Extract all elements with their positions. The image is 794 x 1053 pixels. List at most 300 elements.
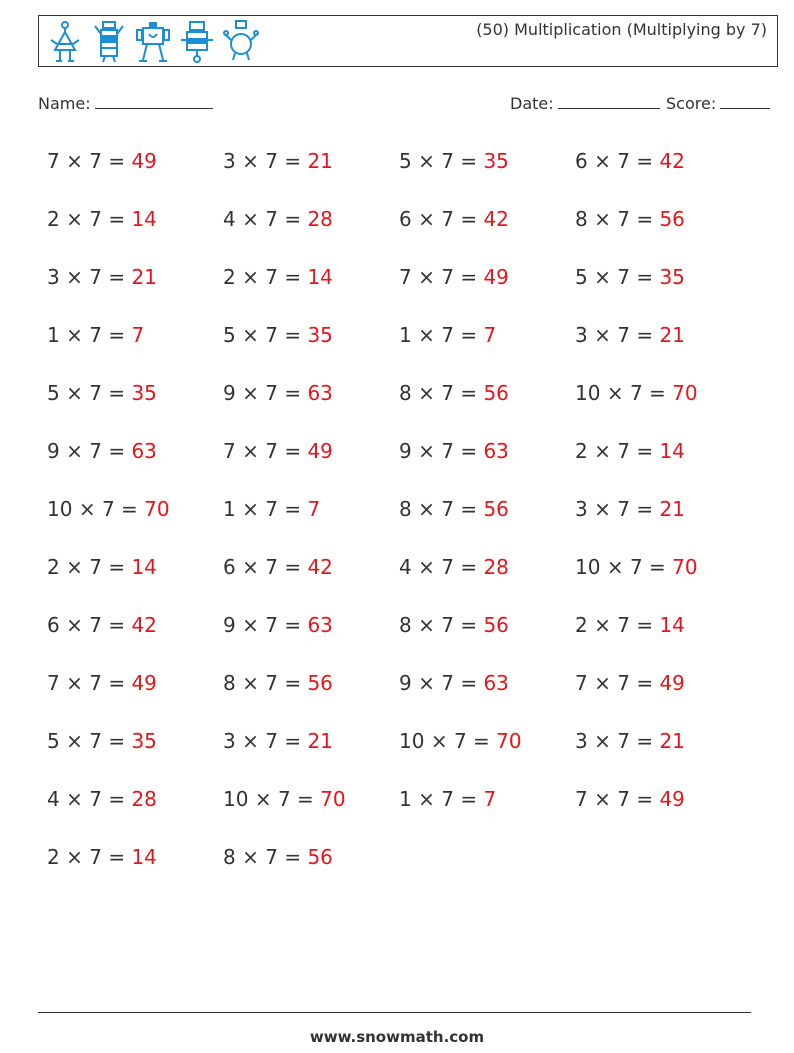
problem-item xyxy=(575,778,751,836)
factor-b: 7 xyxy=(617,729,630,753)
equals-sign: = xyxy=(284,149,302,173)
worksheet-header xyxy=(38,15,778,67)
name-field[interactable] xyxy=(38,94,213,113)
times-sign: × xyxy=(242,149,259,173)
equals-sign: = xyxy=(284,613,302,637)
factor-a: 3 xyxy=(47,265,60,289)
factor-b: 7 xyxy=(265,729,278,753)
factor-a: 3 xyxy=(575,323,588,347)
factor-a: 5 xyxy=(399,149,412,173)
times-sign: × xyxy=(254,787,272,811)
factor-a: 7 xyxy=(47,671,60,695)
factor-a: 5 xyxy=(47,729,60,753)
equals-sign: = xyxy=(636,323,654,347)
problem-item xyxy=(223,662,399,720)
answer: 7 xyxy=(307,497,321,521)
factor-b: 7 xyxy=(265,845,278,869)
factor-b: 7 xyxy=(89,381,102,405)
times-sign: × xyxy=(418,497,435,521)
factor-b: 7 xyxy=(441,265,454,289)
times-sign: × xyxy=(418,613,435,637)
equals-sign: = xyxy=(460,207,478,231)
answer: 28 xyxy=(307,207,333,231)
problem-item xyxy=(47,256,223,314)
times-sign: × xyxy=(242,265,259,289)
times-sign: × xyxy=(418,149,435,173)
factor-b: 7 xyxy=(441,439,454,463)
factor-a: 1 xyxy=(223,497,236,521)
factor-a: 3 xyxy=(223,729,236,753)
times-sign: × xyxy=(594,439,611,463)
answer: 49 xyxy=(131,149,157,173)
problem-item xyxy=(399,256,575,314)
factor-b: 7 xyxy=(89,439,102,463)
equals-sign: = xyxy=(460,497,478,521)
answer: 70 xyxy=(496,729,522,753)
answer: 14 xyxy=(307,265,333,289)
times-sign: × xyxy=(66,555,83,579)
factor-a: 4 xyxy=(399,555,412,579)
times-sign: × xyxy=(606,381,624,405)
times-sign: × xyxy=(242,497,259,521)
times-sign: × xyxy=(242,439,259,463)
factor-a: 8 xyxy=(223,671,236,695)
equals-sign: = xyxy=(460,671,478,695)
equals-sign: = xyxy=(284,439,302,463)
factor-b: 7 xyxy=(617,787,630,811)
equals-sign: = xyxy=(284,265,302,289)
worksheet-title: (50) Multiplication (Multiplying by 7) xyxy=(476,20,767,39)
equals-sign: = xyxy=(108,787,126,811)
answer: 14 xyxy=(131,207,157,231)
problem-item xyxy=(47,314,223,372)
equals-sign: = xyxy=(108,845,126,869)
answer: 56 xyxy=(483,613,509,637)
factor-a: 2 xyxy=(47,207,60,231)
equals-sign: = xyxy=(649,555,666,579)
robot-5-icon xyxy=(223,20,259,64)
factor-b: 7 xyxy=(89,787,102,811)
times-sign: × xyxy=(594,729,611,753)
factor-b: 7 xyxy=(89,265,102,289)
factor-b: 7 xyxy=(453,729,467,753)
factor-b: 7 xyxy=(89,729,102,753)
equals-sign: = xyxy=(284,323,302,347)
problem-item xyxy=(47,720,223,778)
factor-a: 8 xyxy=(575,207,588,231)
times-sign: × xyxy=(242,729,259,753)
score-blank[interactable] xyxy=(720,94,770,109)
answer: 70 xyxy=(144,497,170,521)
problem-item xyxy=(223,372,399,430)
problem-item xyxy=(47,140,223,198)
factor-a: 6 xyxy=(47,613,60,637)
times-sign: × xyxy=(66,381,83,405)
problem-item xyxy=(575,662,751,720)
times-sign: × xyxy=(242,845,259,869)
factor-b: 7 xyxy=(617,613,630,637)
equals-sign: = xyxy=(460,555,478,579)
factor-b: 7 xyxy=(441,381,454,405)
problem-item xyxy=(47,778,223,836)
equals-sign: = xyxy=(108,149,126,173)
factor-a: 8 xyxy=(399,613,412,637)
factor-b: 7 xyxy=(89,555,102,579)
problem-item xyxy=(223,430,399,488)
answer: 49 xyxy=(307,439,333,463)
equals-sign: = xyxy=(108,207,126,231)
times-sign: × xyxy=(594,787,611,811)
problem-item xyxy=(575,198,751,256)
answer: 56 xyxy=(483,381,509,405)
factor-a: 10 xyxy=(223,787,249,811)
factor-b: 7 xyxy=(441,671,454,695)
answer: 21 xyxy=(307,729,333,753)
equals-sign: = xyxy=(636,671,654,695)
times-sign: × xyxy=(242,671,259,695)
factor-b: 7 xyxy=(265,671,278,695)
equals-sign: = xyxy=(108,265,126,289)
factor-b: 7 xyxy=(617,497,630,521)
problem-item xyxy=(223,778,399,836)
answer: 42 xyxy=(659,149,685,173)
problem-item xyxy=(399,198,575,256)
factor-a: 6 xyxy=(223,555,236,579)
times-sign: × xyxy=(78,497,96,521)
equals-sign: = xyxy=(108,323,126,347)
times-sign: × xyxy=(66,729,83,753)
date-label: Date: xyxy=(510,94,554,113)
factor-a: 9 xyxy=(223,381,236,405)
problem-item xyxy=(223,140,399,198)
factor-a: 1 xyxy=(399,323,412,347)
answer: 14 xyxy=(131,845,157,869)
factor-b: 7 xyxy=(441,323,454,347)
times-sign: × xyxy=(418,555,435,579)
equals-sign: = xyxy=(460,439,478,463)
answer: 35 xyxy=(659,265,685,289)
factor-b: 7 xyxy=(277,787,291,811)
equals-sign: = xyxy=(284,207,302,231)
equals-sign: = xyxy=(284,555,302,579)
equals-sign: = xyxy=(636,439,654,463)
factor-b: 7 xyxy=(265,555,278,579)
name-blank[interactable] xyxy=(95,94,213,109)
equals-sign: = xyxy=(636,149,654,173)
equals-sign: = xyxy=(284,381,302,405)
answer: 14 xyxy=(659,613,685,637)
factor-a: 7 xyxy=(399,265,412,289)
robot-1-icon xyxy=(47,20,83,64)
factor-a: 2 xyxy=(223,265,236,289)
times-sign: × xyxy=(594,323,611,347)
equals-sign: = xyxy=(636,613,654,637)
answer: 21 xyxy=(307,149,333,173)
footer-url: www.snowmath.com xyxy=(309,1028,485,1046)
factor-a: 7 xyxy=(47,149,60,173)
factor-b: 7 xyxy=(89,323,102,347)
answer: 21 xyxy=(131,265,157,289)
answer: 28 xyxy=(483,555,509,579)
equals-sign: = xyxy=(649,381,666,405)
equals-sign: = xyxy=(460,787,478,811)
factor-b: 7 xyxy=(629,555,643,579)
equals-sign: = xyxy=(108,381,126,405)
factor-b: 7 xyxy=(265,207,278,231)
times-sign: × xyxy=(242,613,259,637)
factor-a: 10 xyxy=(575,381,601,405)
answer: 63 xyxy=(483,671,509,695)
times-sign: × xyxy=(594,207,611,231)
problem-item xyxy=(47,604,223,662)
equals-sign: = xyxy=(636,787,654,811)
answer: 56 xyxy=(483,497,509,521)
problem-item xyxy=(47,372,223,430)
factor-b: 7 xyxy=(265,613,278,637)
times-sign: × xyxy=(418,381,435,405)
answer: 7 xyxy=(483,787,497,811)
problem-item xyxy=(399,372,575,430)
equals-sign: = xyxy=(284,671,302,695)
answer: 49 xyxy=(659,787,685,811)
times-sign: × xyxy=(418,323,435,347)
footer-divider xyxy=(38,1012,751,1013)
factor-b: 7 xyxy=(265,323,278,347)
times-sign: × xyxy=(430,729,448,753)
factor-a: 3 xyxy=(575,729,588,753)
factor-a: 9 xyxy=(47,439,60,463)
answer: 56 xyxy=(307,845,333,869)
factor-a: 5 xyxy=(223,323,236,347)
factor-a: 2 xyxy=(47,845,60,869)
times-sign: × xyxy=(66,845,83,869)
equals-sign: = xyxy=(108,439,126,463)
times-sign: × xyxy=(242,381,259,405)
times-sign: × xyxy=(418,439,435,463)
answer: 63 xyxy=(131,439,157,463)
factor-a: 3 xyxy=(223,149,236,173)
factor-b: 7 xyxy=(265,265,278,289)
answer: 56 xyxy=(307,671,333,695)
factor-a: 7 xyxy=(575,671,588,695)
factor-a: 10 xyxy=(47,497,73,521)
times-sign: × xyxy=(594,671,611,695)
problem-item xyxy=(223,488,399,546)
robot-3-icon xyxy=(135,20,171,64)
equals-sign: = xyxy=(108,671,126,695)
factor-b: 7 xyxy=(89,149,102,173)
answer: 63 xyxy=(483,439,509,463)
equals-sign: = xyxy=(108,729,126,753)
factor-a: 6 xyxy=(575,149,588,173)
problem-grid xyxy=(47,140,751,894)
times-sign: × xyxy=(242,207,259,231)
problem-item xyxy=(399,430,575,488)
problem-item xyxy=(399,720,575,778)
times-sign: × xyxy=(66,265,83,289)
problem-item xyxy=(575,140,751,198)
times-sign: × xyxy=(66,613,83,637)
answer: 21 xyxy=(659,323,685,347)
equals-sign: = xyxy=(636,207,654,231)
factor-a: 6 xyxy=(399,207,412,231)
factor-a: 1 xyxy=(47,323,60,347)
robot-icons xyxy=(47,18,259,66)
factor-a: 2 xyxy=(575,439,588,463)
answer: 42 xyxy=(483,207,509,231)
problem-item xyxy=(47,488,223,546)
factor-a: 8 xyxy=(399,381,412,405)
times-sign: × xyxy=(242,555,259,579)
equals-sign: = xyxy=(473,729,490,753)
times-sign: × xyxy=(418,265,435,289)
problem-item xyxy=(399,488,575,546)
factor-a: 4 xyxy=(47,787,60,811)
answer: 49 xyxy=(659,671,685,695)
factor-a: 8 xyxy=(399,497,412,521)
factor-b: 7 xyxy=(441,787,454,811)
factor-a: 10 xyxy=(399,729,425,753)
answer: 35 xyxy=(307,323,333,347)
equals-sign: = xyxy=(108,613,126,637)
factor-b: 7 xyxy=(89,845,102,869)
problem-item xyxy=(223,314,399,372)
equals-sign: = xyxy=(108,555,126,579)
factor-b: 7 xyxy=(265,497,278,521)
times-sign: × xyxy=(66,671,83,695)
factor-b: 7 xyxy=(265,149,278,173)
factor-a: 5 xyxy=(47,381,60,405)
problem-item xyxy=(575,256,751,314)
date-blank[interactable] xyxy=(558,94,660,109)
times-sign: × xyxy=(418,671,435,695)
factor-b: 7 xyxy=(617,323,630,347)
answer: 35 xyxy=(131,729,157,753)
name-label: Name: xyxy=(38,94,91,113)
date-field[interactable] xyxy=(510,94,660,113)
problem-item xyxy=(575,604,751,662)
factor-a: 9 xyxy=(223,613,236,637)
problem-item xyxy=(399,662,575,720)
factor-b: 7 xyxy=(101,497,115,521)
problem-item xyxy=(575,314,751,372)
factor-b: 7 xyxy=(265,381,278,405)
answer: 28 xyxy=(131,787,157,811)
answer: 35 xyxy=(483,149,509,173)
factor-b: 7 xyxy=(89,207,102,231)
answer: 7 xyxy=(483,323,497,347)
problem-item xyxy=(47,430,223,488)
problem-item xyxy=(399,604,575,662)
equals-sign: = xyxy=(121,497,138,521)
answer: 70 xyxy=(320,787,346,811)
factor-a: 2 xyxy=(47,555,60,579)
factor-b: 7 xyxy=(629,381,643,405)
problem-item xyxy=(223,604,399,662)
problem-item xyxy=(223,256,399,314)
answer: 42 xyxy=(307,555,333,579)
problem-item xyxy=(575,372,751,430)
equals-sign: = xyxy=(636,265,654,289)
problem-item xyxy=(47,198,223,256)
factor-b: 7 xyxy=(441,613,454,637)
answer: 49 xyxy=(483,265,509,289)
factor-b: 7 xyxy=(617,265,630,289)
answer: 56 xyxy=(659,207,685,231)
equals-sign: = xyxy=(636,729,654,753)
factor-b: 7 xyxy=(89,671,102,695)
answer: 21 xyxy=(659,497,685,521)
answer: 42 xyxy=(131,613,157,637)
score-field[interactable] xyxy=(666,94,770,113)
equals-sign: = xyxy=(460,323,478,347)
problem-item xyxy=(575,546,751,604)
times-sign: × xyxy=(594,265,611,289)
problem-item xyxy=(399,314,575,372)
equals-sign: = xyxy=(284,729,302,753)
equals-sign: = xyxy=(636,497,654,521)
times-sign: × xyxy=(242,323,259,347)
factor-b: 7 xyxy=(441,207,454,231)
answer: 14 xyxy=(659,439,685,463)
answer: 14 xyxy=(131,555,157,579)
times-sign: × xyxy=(606,555,624,579)
factor-a: 1 xyxy=(399,787,412,811)
equals-sign: = xyxy=(460,381,478,405)
factor-a: 8 xyxy=(223,845,236,869)
times-sign: × xyxy=(418,787,435,811)
problem-item xyxy=(223,836,399,894)
robot-4-icon xyxy=(179,20,215,64)
problem-item xyxy=(575,488,751,546)
factor-b: 7 xyxy=(441,497,454,521)
times-sign: × xyxy=(594,613,611,637)
times-sign: × xyxy=(66,439,83,463)
equals-sign: = xyxy=(460,149,478,173)
factor-b: 7 xyxy=(89,613,102,637)
times-sign: × xyxy=(418,207,435,231)
problem-item xyxy=(399,778,575,836)
factor-a: 7 xyxy=(223,439,236,463)
problem-item xyxy=(47,546,223,604)
problem-item xyxy=(575,430,751,488)
factor-a: 5 xyxy=(575,265,588,289)
problem-item xyxy=(223,198,399,256)
factor-b: 7 xyxy=(617,149,630,173)
factor-a: 10 xyxy=(575,555,601,579)
times-sign: × xyxy=(594,149,611,173)
factor-a: 9 xyxy=(399,671,412,695)
equals-sign: = xyxy=(297,787,314,811)
answer: 35 xyxy=(131,381,157,405)
factor-a: 2 xyxy=(575,613,588,637)
answer: 49 xyxy=(131,671,157,695)
answer: 70 xyxy=(672,555,698,579)
problem-item xyxy=(575,720,751,778)
answer: 21 xyxy=(659,729,685,753)
factor-b: 7 xyxy=(441,149,454,173)
factor-b: 7 xyxy=(265,439,278,463)
problem-item xyxy=(47,836,223,894)
times-sign: × xyxy=(66,207,83,231)
factor-b: 7 xyxy=(617,439,630,463)
problem-item xyxy=(47,662,223,720)
answer: 63 xyxy=(307,381,333,405)
factor-a: 4 xyxy=(223,207,236,231)
equals-sign: = xyxy=(460,265,478,289)
times-sign: × xyxy=(594,497,611,521)
times-sign: × xyxy=(66,149,83,173)
